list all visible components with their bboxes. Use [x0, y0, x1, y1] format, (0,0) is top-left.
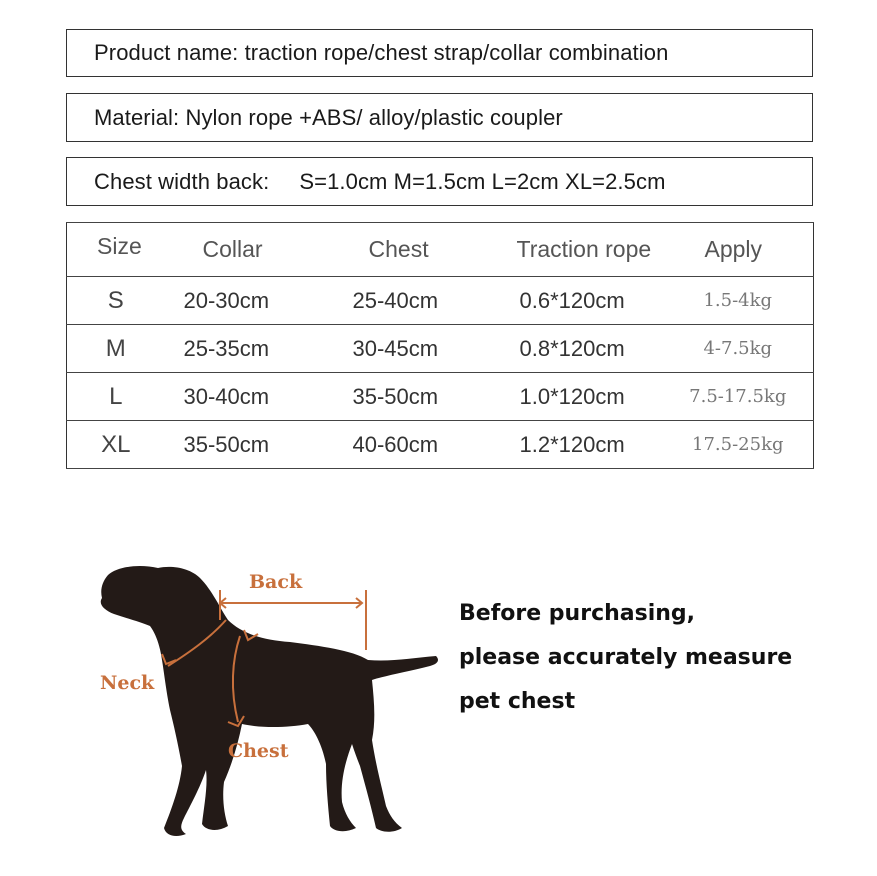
cell-chest: 25-40cm: [329, 277, 497, 325]
back-label: Back: [249, 571, 303, 593]
cell-chest: 30-45cm: [329, 325, 497, 373]
dog-measurement-diagram: [90, 560, 450, 840]
cell-traction-rope: 1.2*120cm: [497, 421, 663, 469]
cell-size: L: [67, 373, 165, 421]
cell-traction-rope: 0.8*120cm: [497, 325, 663, 373]
note-line-3: pet chest: [459, 689, 576, 714]
cell-size: M: [67, 325, 165, 373]
cell-size: XL: [67, 421, 165, 469]
header-chest: Chest: [329, 223, 497, 277]
table-row: [67, 373, 814, 421]
header-apply: Apply: [663, 223, 814, 277]
material-text: Material: Nylon rope +ABS/ alloy/plastic coupler: [94, 104, 563, 130]
note-line-2: please accurately measure: [459, 645, 793, 670]
cell-traction-rope: 1.0*120cm: [497, 373, 663, 421]
cell-chest: 40-60cm: [329, 421, 497, 469]
dog-silhouette: [101, 566, 438, 836]
cell-apply: 1.5-4kg: [663, 277, 814, 325]
note-line-1: Before purchasing,: [459, 601, 696, 626]
size-table: [66, 222, 814, 469]
header-traction-rope: Traction rope: [497, 223, 663, 277]
product-name-box: [66, 29, 813, 77]
chest-width-box: [66, 157, 813, 206]
table-row: [67, 277, 814, 325]
cell-collar: 35-50cm: [165, 421, 329, 469]
cell-size: S: [67, 277, 165, 325]
header-size: Size: [67, 223, 165, 277]
table-header-row: [67, 223, 814, 277]
measure-note: [459, 592, 792, 724]
cell-collar: 25-35cm: [165, 325, 329, 373]
material-box: [66, 93, 813, 142]
cell-apply: 4-7.5kg: [663, 325, 814, 373]
cell-traction-rope: 0.6*120cm: [497, 277, 663, 325]
cell-apply: 7.5-17.5kg: [663, 373, 814, 421]
header-collar: Collar: [165, 223, 329, 277]
cell-collar: 30-40cm: [165, 373, 329, 421]
product-name-text: Product name: traction rope/chest strap/collar combination: [94, 40, 669, 65]
cell-apply: 17.5-25kg: [663, 421, 814, 469]
table-row: [67, 421, 814, 469]
neck-label: Neck: [100, 672, 155, 694]
table-row: [67, 325, 814, 373]
cell-chest: 35-50cm: [329, 373, 497, 421]
chest-width-label: Chest width back:: [94, 168, 270, 194]
cell-collar: 20-30cm: [165, 277, 329, 325]
chest-label: Chest: [228, 740, 289, 762]
chest-width-values: S=1.0cm M=1.5cm L=2cm XL=2.5cm: [299, 168, 666, 194]
